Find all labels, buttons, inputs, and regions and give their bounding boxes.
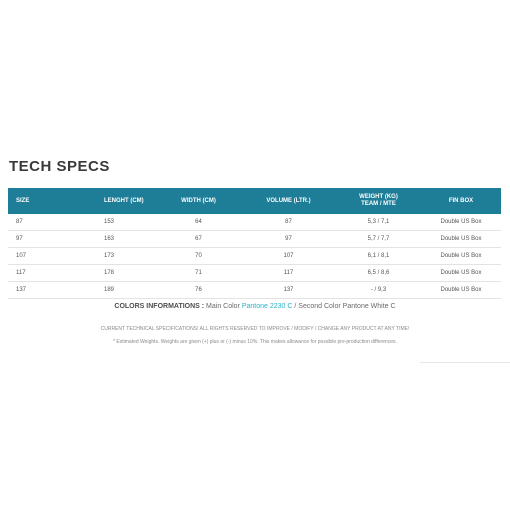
cell-size: 107 <box>8 248 46 265</box>
cell-width: 76 <box>156 282 241 299</box>
cell-finbox: Double US Box <box>421 248 501 265</box>
cell-width: 71 <box>156 265 241 282</box>
cell-weight: 5,7 / 7,7 <box>336 231 421 248</box>
cell-weight: - / 9,3 <box>336 282 421 299</box>
cell-size: 97 <box>8 231 46 248</box>
cell-finbox: Double US Box <box>421 282 501 299</box>
header-volume: VOLUME (LTR.) <box>266 197 311 204</box>
cell-width: 67 <box>156 231 241 248</box>
header-weight-line2: TEAM / MTE <box>361 201 396 207</box>
header-finbox: FIN BOX <box>448 197 474 204</box>
header-size: SIZE <box>16 197 30 204</box>
cell-length: 178 <box>46 265 156 282</box>
section-title: TECH SPECS <box>9 158 110 175</box>
weight-disclaimer: * Estimated Weights. Weights are given (+) plus or (-) minus 10%. This makes allowance for possible pre-production differences. <box>113 339 397 345</box>
header-width: WIDTH (CM) <box>181 197 216 204</box>
cell-size: 117 <box>8 265 46 282</box>
specs-notice: CURRENT TECHNICAL SPECIFICATIONS! ALL RIGHTS RESERVED TO IMPROVE / MODIFY / CHANGE ANY PRODUCT AT ANY TIME! <box>100 326 410 332</box>
cell-weight: 6,1 / 8,1 <box>336 248 421 265</box>
cell-width: 64 <box>156 214 241 231</box>
cell-volume: 137 <box>241 282 336 299</box>
table-row <box>8 282 501 299</box>
table-row <box>8 231 501 248</box>
cell-width: 70 <box>156 248 241 265</box>
cell-finbox: Double US Box <box>421 231 501 248</box>
main-color-value: Pantone 2230 C <box>241 303 293 310</box>
table-row <box>8 214 501 231</box>
cell-length: 189 <box>46 282 156 299</box>
cell-length: 173 <box>46 248 156 265</box>
cell-volume: 87 <box>241 214 336 231</box>
header-weight-line1: WEIGHT (KG) <box>359 194 398 200</box>
tech-specs-table <box>8 188 501 299</box>
colors-label: COLORS INFORMATIONS : <box>114 303 205 310</box>
colors-information <box>0 303 510 310</box>
cell-finbox: Double US Box <box>421 265 501 282</box>
header-length: LENGHT (CM) <box>104 197 144 204</box>
main-color-prefix: Main Color <box>204 303 242 310</box>
cell-weight: 6,5 / 8,6 <box>336 265 421 282</box>
cell-weight: 5,3 / 7,1 <box>336 214 421 231</box>
cell-length: 163 <box>46 231 156 248</box>
divider-line <box>420 362 510 363</box>
header-weight <box>336 188 421 214</box>
cell-size: 87 <box>8 214 46 231</box>
cell-volume: 117 <box>241 265 336 282</box>
cell-finbox: Double US Box <box>421 214 501 231</box>
cell-size: 137 <box>8 282 46 299</box>
cell-volume: 107 <box>241 248 336 265</box>
cell-volume: 97 <box>241 231 336 248</box>
table-header-row <box>8 188 501 214</box>
cell-length: 153 <box>46 214 156 231</box>
second-color-text: / Second Color Pantone White C <box>292 303 396 310</box>
table-row <box>8 265 501 282</box>
table-row <box>8 248 501 265</box>
